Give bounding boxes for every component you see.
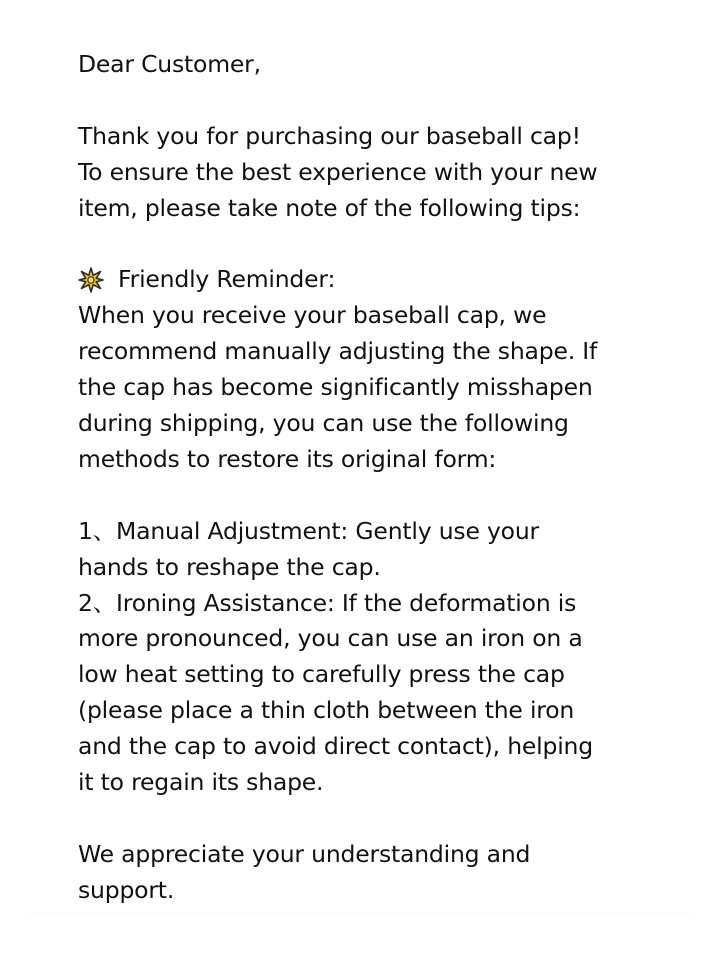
method-line: hands to reshape the cap.: [78, 552, 381, 581]
reminder-title: Friendly Reminder:: [118, 265, 336, 294]
paragraph-gap: [78, 83, 698, 119]
method-line: 2、Ironing Assistance: If the deformation is: [78, 588, 577, 617]
method-line: it to regain its shape.: [78, 768, 324, 797]
intro-line: Thank you for purchasing our baseball cap!: [78, 121, 581, 150]
greeting: Dear Customer,: [78, 50, 261, 78]
reminder-line: during shipping, you can use the following: [78, 409, 569, 438]
method-line: 1、Manual Adjustment: Gently use your: [78, 516, 540, 545]
method-line: more pronounced, you can use an iron on a: [78, 624, 583, 653]
reminder-heading: [78, 262, 698, 298]
letter-body: [78, 47, 698, 909]
closing-line: support.: [78, 875, 175, 904]
paragraph-gap: [78, 227, 698, 263]
page-edge-shadow: [30, 912, 690, 918]
method-line: low heat setting to carefully press the cap: [78, 660, 565, 689]
paragraph-gap: [78, 801, 698, 837]
method-line: and the cap to avoid direct contact), helping: [78, 732, 593, 761]
reminder-line: the cap has become significantly misshapen: [78, 373, 593, 402]
reminder-line: When you receive your baseball cap, we: [78, 301, 547, 330]
paragraph-gap: [78, 478, 698, 514]
sparkle-icon: [78, 267, 104, 293]
closing-line: We appreciate your understanding and: [78, 839, 531, 868]
method-line: (please place a thin cloth between the iron: [78, 696, 575, 725]
reminder-line: methods to restore its original form:: [78, 444, 497, 473]
intro-line: item, please take note of the following tips:: [78, 193, 581, 222]
intro-line: To ensure the best experience with your new: [78, 157, 598, 186]
reminder-line: recommend manually adjusting the shape. If: [78, 337, 598, 366]
